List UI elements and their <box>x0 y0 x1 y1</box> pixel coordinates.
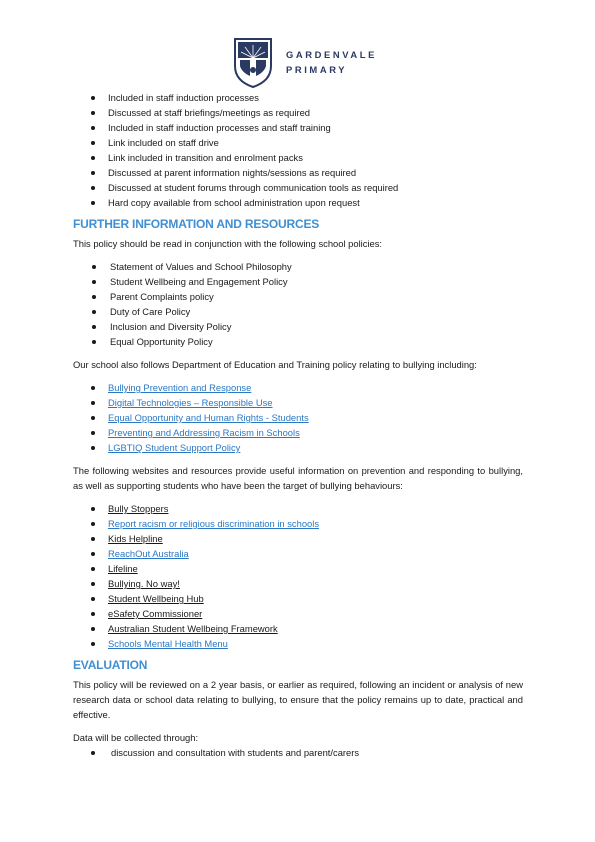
list-item <box>73 380 523 395</box>
data-collection-list <box>73 745 523 760</box>
lgbtiq-support-link[interactable]: LGBTIQ Student Support Policy <box>108 442 241 453</box>
racism-in-schools-link[interactable]: Preventing and Addressing Racism in Schools <box>108 427 300 438</box>
school-name <box>286 47 377 77</box>
list-item <box>73 425 523 440</box>
school-name-line1: GARDENVALE <box>286 49 377 60</box>
list-item: Included in staff induction processes <box>73 90 523 105</box>
list-item: Parent Complaints policy <box>73 289 523 304</box>
department-policies-intro: Our school also follows Department of Education and Training policy relating to bullying including: <box>73 359 477 370</box>
list-item <box>73 440 523 455</box>
list-item <box>73 606 523 621</box>
list-item: Link included on staff drive <box>73 135 523 150</box>
list-item <box>73 561 523 576</box>
list-item: Link included in transition and enrolment packs <box>73 150 523 165</box>
bully-stoppers-link[interactable]: Bully Stoppers <box>108 503 169 514</box>
bullying-prevention-link[interactable]: Bullying Prevention and Response <box>108 382 252 393</box>
school-crest-icon <box>232 36 274 88</box>
list-item <box>73 636 523 651</box>
school-name-line2: PRIMARY <box>286 64 348 75</box>
lifeline-link[interactable]: Lifeline <box>108 563 138 574</box>
websites-intro: The following websites and resources provide useful information on prevention and responding to bullying, as well as supporting students who have been the target of bullying behaviours: <box>73 465 523 491</box>
list-item: Statement of Values and School Philosophy <box>73 259 523 274</box>
evaluation-body: This policy will be reviewed on a 2 year basis, or earlier as required, following an incident or analysis of new research data or school data relating to bullying, to ensure that the policy remains up to date, practical and effective. <box>73 679 523 720</box>
digital-technologies-link[interactable]: Digital Technologies – Responsible Use <box>108 397 273 408</box>
student-wellbeing-hub-link[interactable]: Student Wellbeing Hub <box>108 593 204 604</box>
reachout-australia-link[interactable]: ReachOut Australia <box>108 548 189 559</box>
list-item <box>73 395 523 410</box>
list-item <box>73 410 523 425</box>
list-item <box>73 576 523 591</box>
websites-list <box>73 501 523 651</box>
report-racism-link[interactable]: Report racism or religious discrimination in schools <box>108 518 320 529</box>
esafety-commissioner-link[interactable]: eSafety Commissioner <box>108 608 203 619</box>
list-item: Discussed at student forums through communication tools as required <box>73 180 523 195</box>
list-item: Discussed at parent information nights/sessions as required <box>73 165 523 180</box>
mental-health-menu-link[interactable]: Schools Mental Health Menu <box>108 638 228 649</box>
school-policies-list <box>73 259 523 349</box>
document-body <box>73 90 523 760</box>
induction-list <box>73 90 523 210</box>
list-item: Discussed at staff briefings/meetings as required <box>73 105 523 120</box>
list-item <box>73 591 523 606</box>
bullying-no-way-link[interactable]: Bullying. No way! <box>108 578 180 589</box>
kids-helpline-link[interactable]: Kids Helpline <box>108 533 163 544</box>
school-header <box>232 36 377 88</box>
evaluation-heading: EVALUATION <box>73 658 148 672</box>
list-item <box>73 531 523 546</box>
list-item <box>73 516 523 531</box>
list-item: Student Wellbeing and Engagement Policy <box>73 274 523 289</box>
equal-opportunity-link[interactable]: Equal Opportunity and Human Rights - Students <box>108 412 309 423</box>
further-information-heading: FURTHER INFORMATION AND RESOURCES <box>73 217 320 231</box>
department-links-list <box>73 380 523 455</box>
list-item: discussion and consultation with students and parent/carers <box>73 745 523 760</box>
list-item: Hard copy available from school administration upon request <box>73 195 523 210</box>
list-item <box>73 621 523 636</box>
data-collection-intro: Data will be collected through: <box>73 732 199 743</box>
policies-intro: This policy should be read in conjunction with the following school policies: <box>73 238 383 249</box>
list-item: Inclusion and Diversity Policy <box>73 319 523 334</box>
list-item <box>73 501 523 516</box>
list-item: Duty of Care Policy <box>73 304 523 319</box>
list-item <box>73 546 523 561</box>
wellbeing-framework-link[interactable]: Australian Student Wellbeing Framework <box>108 623 278 634</box>
list-item: Included in staff induction processes and staff training <box>73 120 523 135</box>
list-item: Equal Opportunity Policy <box>73 334 523 349</box>
